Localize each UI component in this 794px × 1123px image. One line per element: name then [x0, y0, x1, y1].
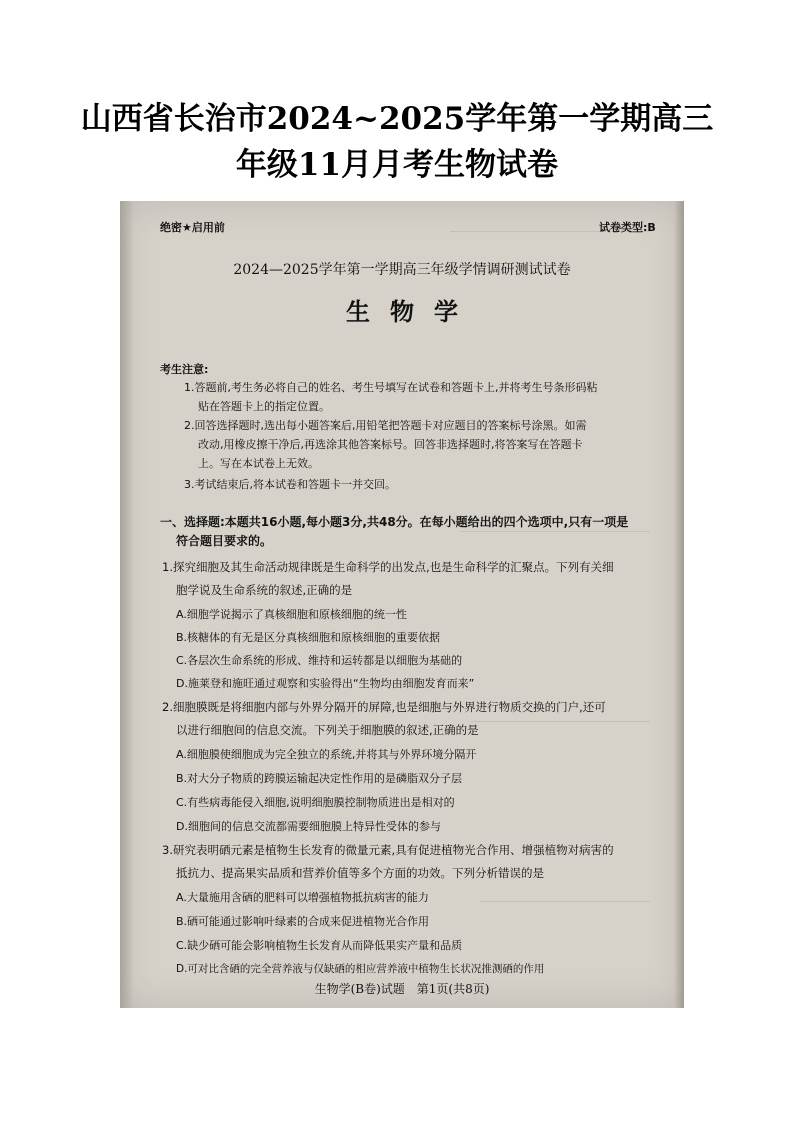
option-c: C.有些病毒能侵入细胞,说明细胞膜控制物质进出是相对的 — [176, 796, 455, 809]
option-a: A.细胞膜使细胞成为完全独立的系统,并将其与外界环境分隔开 — [176, 748, 477, 761]
notice-title: 考生注意: — [160, 363, 209, 376]
notice-line: 改动,用橡皮擦干净后,再选涂其他答案标号。回答非选择题时,将答案写在答题卡 — [198, 438, 583, 451]
option-d: D.细胞间的信息交流都需要细胞膜上特异性受体的参与 — [176, 820, 441, 833]
notice-line: 3.考试结束后,将本试卷和答题卡一并交回。 — [184, 478, 396, 491]
question-stem: 1.探究细胞及其生命活动规律既是生命科学的出发点,也是生命科学的汇聚点。下列有关细 — [162, 560, 614, 574]
section-heading: 一、选择题:本题共16小题,每小题3分,共48分。在每小题给出的四个选项中,只有一项是 — [160, 515, 629, 529]
document-title — [0, 96, 794, 188]
question-stem-cont: 以进行细胞间的信息交流。下列关于细胞膜的叙述,正确的是 — [176, 723, 479, 737]
confidential-label: 绝密★启用前 — [160, 221, 225, 234]
section-heading-cont: 符合题目要求的。 — [176, 534, 273, 548]
notice-line: 贴在答题卡上的指定位置。 — [198, 400, 330, 413]
paper-type-label: 试卷类型:B — [599, 221, 656, 234]
option-a: A.细胞学说揭示了真核细胞和原核细胞的统一性 — [176, 608, 407, 621]
option-b: B.对大分子物质的跨膜运输起决定性作用的是磷脂双分子层 — [176, 772, 463, 785]
option-c: C.各层次生命系统的形成、维持和运转都是以细胞为基础的 — [176, 654, 463, 667]
question-stem: 3.研究表明硒元素是植物生长发育的微量元素,具有促进植物光合作用、增强植物对病害的 — [162, 843, 614, 857]
page-footer: 生物学(B卷)试题 第1页(共8页) — [314, 982, 490, 996]
question-stem-cont: 胞学说及生命系统的叙述,正确的是 — [176, 583, 353, 597]
question-stem: 2.细胞膜既是将细胞内部与外界分隔开的屏障,也是细胞与外界进行物质交换的门户,还可 — [162, 700, 606, 714]
option-b: B.硒可能通过影响叶绿素的合成来促进植物光合作用 — [176, 915, 430, 928]
exam-paper-photo — [120, 201, 684, 1008]
title-line-2: 年级11月月考生物试卷 — [235, 147, 559, 183]
option-c: C.缺少硒可能会影响植物生长发育从而降低果实产量和品质 — [176, 939, 463, 952]
subject-heading: 生物学 — [346, 297, 478, 326]
exam-title: 2024—2025学年第一学期高三年级学情调研测试试卷 — [233, 262, 571, 278]
title-line-1: 山西省长治市2024~2025学年第一学期高三 — [80, 101, 714, 137]
notice-line: 2.回答选择题时,选出每小题答案后,用铅笔把答题卡对应题目的答案标号涂黑。如需 — [184, 419, 587, 432]
option-d: D.可对比含硒的完全营养液与仅缺硒的相应营养液中植物生长状况推测硒的作用 — [176, 963, 545, 975]
option-d: D.施莱登和施旺通过观察和实验得出“生物均由细胞发育而来” — [176, 677, 475, 690]
question-stem-cont: 抵抗力、提高果实品质和营养价值等多个方面的功效。下列分析错误的是 — [176, 866, 544, 880]
notice-line: 1.答题前,考生务必将自己的姓名、考生号填写在试卷和答题卡上,并将考生号条形码粘 — [184, 381, 598, 394]
notice-line: 上。写在本试卷上无效。 — [198, 457, 319, 470]
option-b: B.核糖体的有无是区分真核细胞和原核细胞的重要依据 — [176, 631, 441, 644]
option-a: A.大量施用含硒的肥料可以增强植物抵抗病害的能力 — [176, 891, 429, 904]
